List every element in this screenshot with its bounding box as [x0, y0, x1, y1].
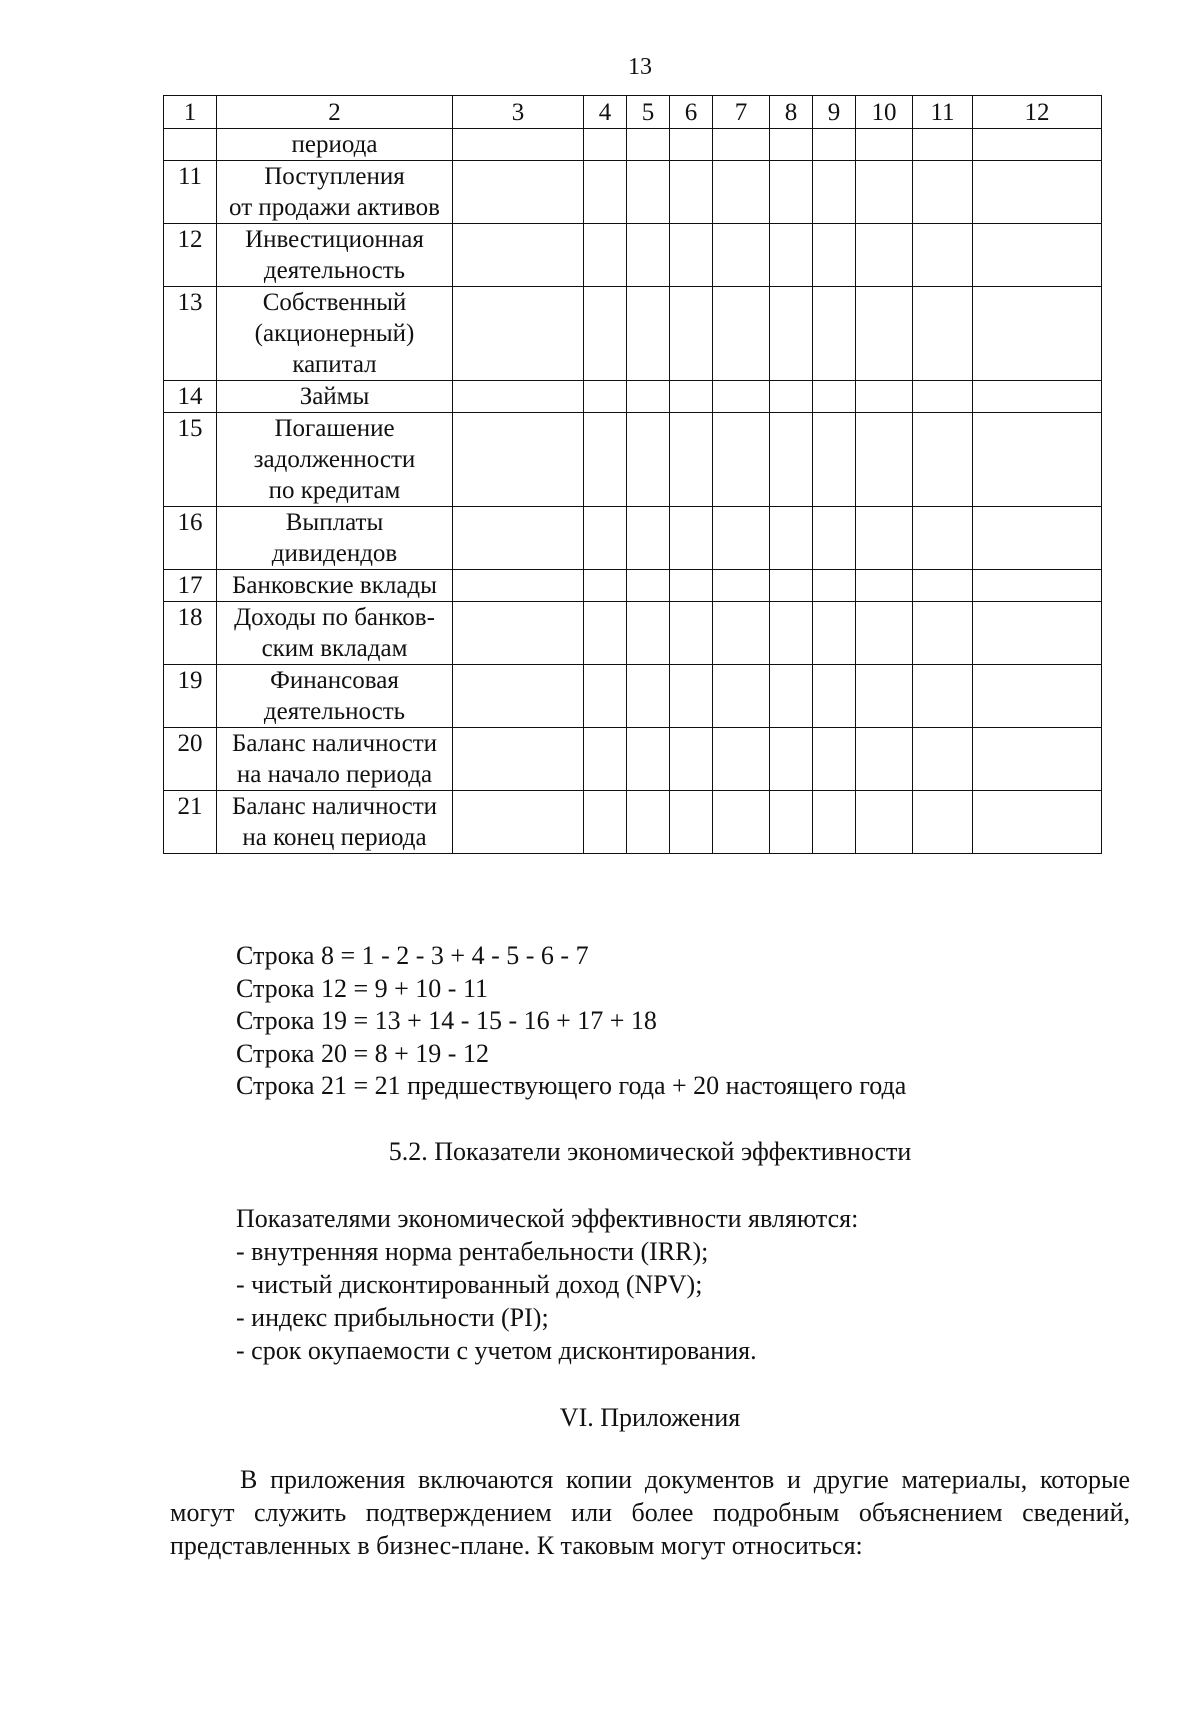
row-number: 15 — [164, 413, 217, 507]
row-number — [164, 129, 217, 161]
formula-line: Строка 19 = 13 + 14 - 15 - 16 + 17 + 18 — [236, 1006, 657, 1035]
formula-line: Строка 20 = 8 + 19 - 12 — [236, 1038, 489, 1068]
row-name: Выплаты дивидендов — [217, 507, 453, 570]
column-number-header: 12 — [973, 96, 1102, 129]
table-row — [164, 413, 1102, 507]
section-heading: 5.2. Показатели экономической эффективности — [388, 1137, 912, 1166]
column-number-header: 6 — [670, 96, 713, 129]
table-row — [164, 161, 1102, 224]
formula-line: Строка 8 = 1 - 2 - 3 + 4 - 5 - 6 - 7 — [236, 941, 589, 970]
row-name: Займы — [217, 381, 453, 413]
row-number: 21 — [164, 791, 217, 854]
list-item: - чистый дисконтированный доход (NPV); — [236, 1270, 703, 1299]
row-name: Баланс наличности на конец периода — [217, 791, 453, 854]
column-number-header: 9 — [813, 96, 856, 129]
row-name: Финансовая деятельность — [217, 665, 453, 728]
table-row — [164, 791, 1102, 854]
formula-list — [236, 940, 906, 1103]
row-number: 14 — [164, 381, 217, 413]
row-number: 11 — [164, 161, 217, 224]
table-row — [164, 287, 1102, 381]
column-number-header: 10 — [856, 96, 913, 129]
table-row — [164, 602, 1102, 665]
column-number-header: 8 — [770, 96, 813, 129]
row-name: Поступления от продажи активов — [217, 161, 453, 224]
cash-flow-table — [163, 95, 1102, 854]
indicators-list — [236, 1202, 858, 1367]
column-number-header: 7 — [713, 96, 770, 129]
list-item: - внутренняя норма рентабельности (IRR); — [236, 1237, 709, 1266]
row-number: 19 — [164, 665, 217, 728]
column-number-header: 11 — [913, 96, 973, 129]
column-number-header: 5 — [627, 96, 670, 129]
table-row — [164, 728, 1102, 791]
row-number: 13 — [164, 287, 217, 381]
table-row — [164, 224, 1102, 287]
indicators-intro: Показателями экономической эффективности являются: — [236, 1204, 859, 1233]
row-number: 20 — [164, 728, 217, 791]
table-row — [164, 381, 1102, 413]
row-name: Погашение задолженности по кредитам — [217, 413, 453, 507]
formula-line: Строка 12 = 9 + 10 - 11 — [236, 973, 488, 1003]
row-number: 16 — [164, 507, 217, 570]
row-number: 12 — [164, 224, 217, 287]
row-name: периода — [217, 129, 453, 161]
formula-line: Строка 21 = 21 предшествующего года + 20 настоящего года — [236, 1071, 907, 1100]
table-row — [164, 129, 1102, 161]
table-row — [164, 665, 1102, 728]
list-item: - индекс прибыльности (PI); — [236, 1303, 549, 1332]
page-number: 13 — [628, 54, 652, 80]
column-number-header: 4 — [584, 96, 627, 129]
table-row — [164, 570, 1102, 602]
row-name: Инвестиционная деятельность — [217, 224, 453, 287]
appendix-paragraph: В приложения включаются копии документов и другие материалы, которые могут служить подтверждением или более подробным объяснением сведений, представленных в бизнес-плане. К таковым могут относиться: — [170, 1465, 1130, 1560]
section-heading: VI. Приложения — [559, 1403, 741, 1432]
table-header-row — [164, 96, 1102, 129]
column-number-header: 1 — [164, 96, 217, 129]
table-row — [164, 507, 1102, 570]
row-name: Банковские вклады — [217, 570, 453, 602]
column-number-header: 3 — [453, 96, 584, 129]
row-name: Собственный (акционерный) капитал — [217, 287, 453, 381]
column-number-header: 2 — [217, 96, 453, 129]
row-name: Доходы по банков- ским вкладам — [217, 602, 453, 665]
list-item: - срок окупаемости с учетом дисконтирования. — [236, 1336, 757, 1365]
row-number: 18 — [164, 602, 217, 665]
row-name: Баланс наличности на начало периода — [217, 728, 453, 791]
row-number: 17 — [164, 570, 217, 602]
